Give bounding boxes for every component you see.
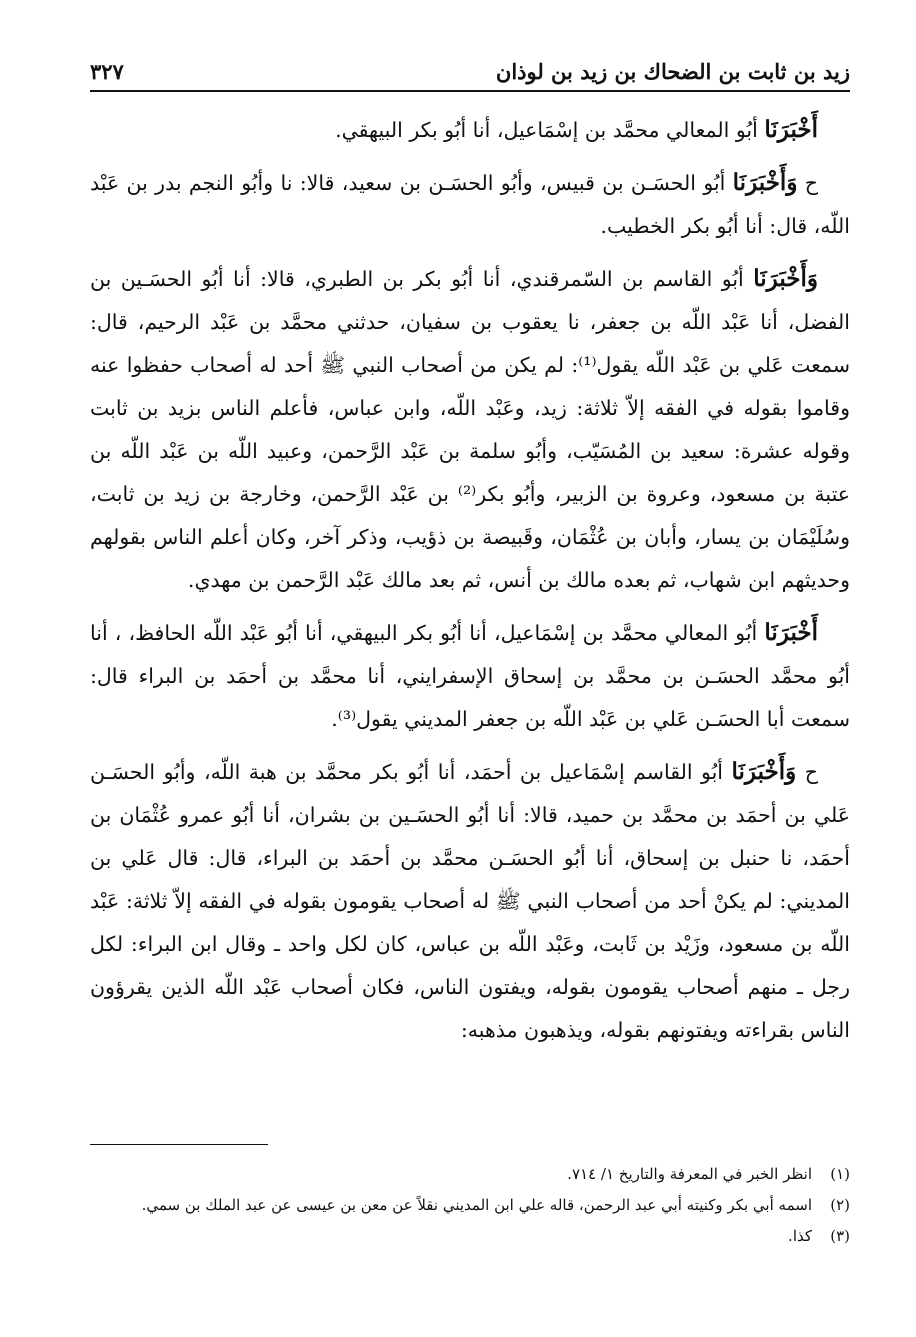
footnote-2 <box>90 1190 850 1221</box>
footnote-number: (١) <box>830 1165 850 1183</box>
footnote-text: اسمه أبي بكر وكنيته أبي عبد الرحمن، قاله علي ابن المديني نقلاً عن معن بن عيسى عن عبد الملك بن سمي. <box>141 1196 812 1214</box>
paragraph-5 <box>90 750 850 1052</box>
paragraph-keyword: وَأَخْبَرَنَا <box>732 169 798 196</box>
footnote-divider <box>90 1144 268 1145</box>
page-number: ٣٢٧ <box>90 59 124 84</box>
body-text <box>90 108 850 1052</box>
paragraph-2 <box>90 161 850 248</box>
footnote-number: (٢) <box>830 1196 850 1214</box>
paragraph-1 <box>90 108 850 152</box>
paragraph-text: أبُو المعالي محمَّد بن إسْمَاعيل، أنا أبُو بكر البيهقي، أنا أبُو عَبْد اللّه الحافظ، ، أنا أبُو محمَّد الحسَـن بن محمَّد بن إسحاق الإسفرايني، أنا محمَّد بن أحمَد بن البراء قال: سمعت أبا الحسَـن عَلي بن عَبْد اللّه بن جعفر المديني يقول⁽³⁾. <box>90 621 850 731</box>
footnotes <box>90 1159 850 1252</box>
paragraph-keyword: وَأَخْبَرَنَا <box>731 758 797 785</box>
paragraph-prefix: ح <box>797 171 819 195</box>
running-title: زيد بن ثابت بن الضحاك بن زيد بن لوذان <box>495 59 850 84</box>
paragraph-keyword: وَأَخْبَرَنَا <box>753 265 818 292</box>
paragraph-text: أبُو القاسم إسْمَاعيل بن أحمَد، أنا أبُو بكر محمَّد بن هبة اللّه، وأبُو الحسَـن عَلي بن أحمَد بن محمَّد بن حميد، قالا: أنا أبُو الحسَـين بن بشران، أنا أبُو عمرو عُثْمَان بن أحمَد، نا حنبل بن إسحاق، أنا أبُو الحسَـن محمَّد بن أحمَد بن البراء، قال: قال عَلي بن المديني: لم يكنْ أحد من أصحاب النبي ﷺ له أصحاب يقومون بقوله في الفقه إلاّ ثلاثة: عَبْد اللّه بن مسعود، وزَيْد بن ثَابت، وعَبْد اللّه بن عباس، كان لكل واحد ـ وقال ابن البراء: لكل رجل ـ منهم أصحاب يقومون بقوله، ويفتون الناس، فكان أصحاب عَبْد اللّه الذين يقرؤون الناس بقراءته ويفتونهم بقوله، ويذهبون مذهبه: <box>90 760 850 1042</box>
footnote-text: انظر الخبر في المعرفة والتاريخ ١/ ٧١٤. <box>567 1165 812 1183</box>
paragraph-prefix: ح <box>796 760 818 784</box>
book-page <box>90 40 850 1300</box>
paragraph-text: أبُو المعالي محمَّد بن إسْمَاعيل، أنا أبُو بكر البيهقي. <box>335 118 765 142</box>
paragraph-text: أبُو القاسم بن السّمرقندي، أنا أبُو بكر بن الطبري، قالا: أنا أبُو الحسَـين بن الفضل، أنا عَبْد اللّه بن جعفر، نا يعقوب بن سفيان، حدثني محمَّد بن عَبْد الرحيم، قال: سمعت عَلي بن عَبْد اللّه يقول⁽¹⁾: لم يكن من أصحاب النبي ﷺ أحد له أصحاب حفظوا عنه وقاموا بقوله في الفقه إلاّ ثلاثة: زيد، وعَبْد اللّه، وابن عباس، فأعلم الناس بزيد بن ثابت وقوله عشرة: سعيد بن المُسَيّب، وأبُو سلمة بن عَبْد الرَّحمن، وعبيد اللّه بن عَبْد اللّه بن عتبة بن مسعود، وعروة بن الزبير، وأبُو بكر⁽²⁾ بن عَبْد الرَّحمن، وخارجة بن زيد بن ثابت، وسُلَيْمَان بن يسار، وأبان بن عُثْمَان، وقَبيصة بن ذؤيب، وذكر آخر، وكان أعلم الناس بقولهم وحديثهم ابن شهاب، ثم بعده مالك بن أنس، ثم بعد مالك عَبْد الرَّحمن بن مهدي. <box>90 267 850 592</box>
footnote-1 <box>90 1159 850 1190</box>
page-header <box>90 40 850 92</box>
paragraph-4 <box>90 611 850 741</box>
paragraph-keyword: أَخْبَرَنَا <box>764 116 818 143</box>
paragraph-text: أبُو الحسَـن بن قبيس، وأبُو الحسَـن بن سعيد، قالا: نا وأبُو النجم بدر بن عَبْد اللّه، قال: أنا أبُو بكر الخطيب. <box>90 171 850 238</box>
footnote-text: كذا. <box>788 1227 812 1245</box>
footnote-3 <box>90 1221 850 1252</box>
paragraph-keyword: أَخْبَرَنَا <box>764 619 818 646</box>
footnote-number: (٣) <box>830 1227 850 1245</box>
paragraph-3 <box>90 257 850 602</box>
